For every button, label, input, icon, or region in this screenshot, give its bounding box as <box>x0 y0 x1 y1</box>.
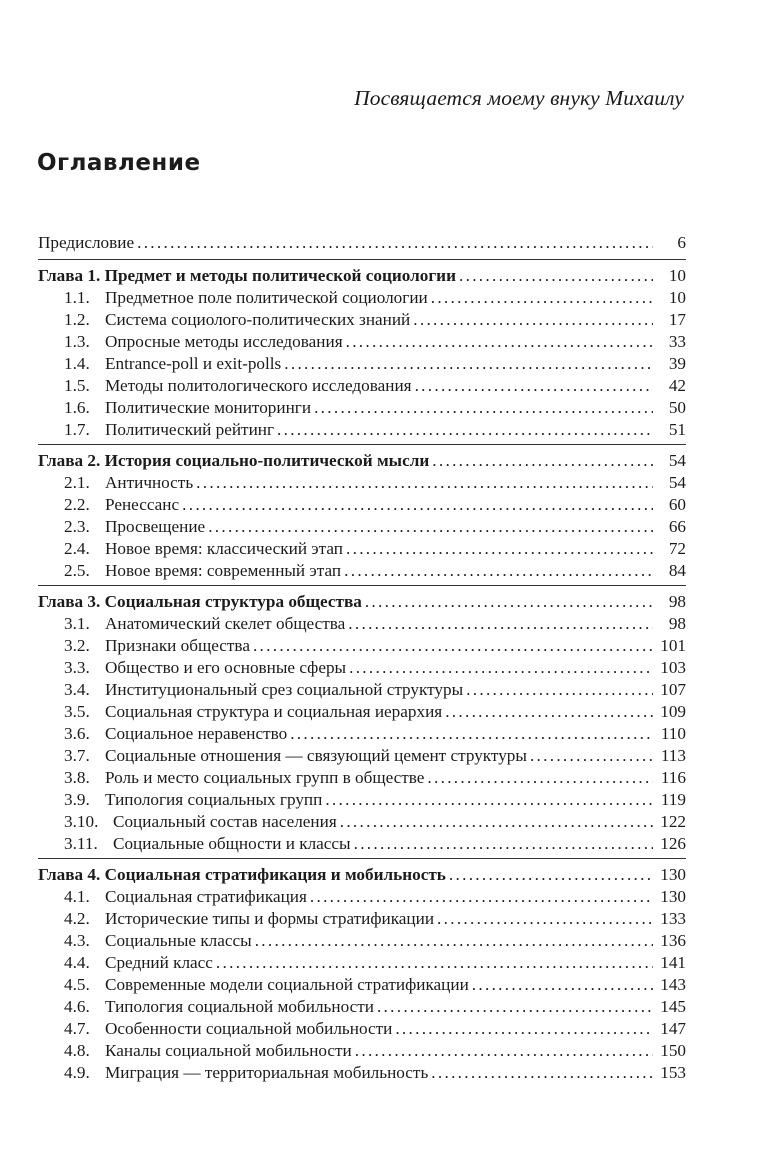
section-title: Типология социальных групп <box>105 790 323 809</box>
dot-leader <box>431 287 653 309</box>
page-number: 98 <box>668 614 686 633</box>
section-number: 4.9. <box>64 1063 90 1082</box>
page-number: 122 <box>660 812 686 831</box>
section-number: 4.4. <box>64 953 90 972</box>
section-title: Современные модели социальной стратификации <box>105 975 469 994</box>
dot-leader <box>196 472 653 494</box>
page-number: 133 <box>660 909 686 928</box>
page-number: 101 <box>660 636 686 655</box>
section-title: Анатомический скелет общества <box>105 614 346 633</box>
toc-entry-section[interactable] <box>38 996 686 1018</box>
page-number: 153 <box>660 1063 686 1082</box>
section-title: Предметное поле политической социологии <box>105 288 428 307</box>
section-number: 1.3. <box>64 332 90 351</box>
toc-entry-section[interactable] <box>38 419 686 441</box>
toc-entry-section[interactable] <box>38 1040 686 1062</box>
toc-entry-section[interactable] <box>38 635 686 657</box>
entry-title: Предисловие <box>38 233 135 252</box>
section-number: 4.7. <box>64 1019 90 1038</box>
section-number: 3.5. <box>64 702 90 721</box>
page-number: 84 <box>668 561 686 580</box>
toc-entry-section[interactable] <box>38 723 686 745</box>
dot-leader <box>253 635 653 657</box>
toc-entry-section[interactable] <box>38 952 686 974</box>
page-number: 150 <box>660 1041 686 1060</box>
section-number: 2.5. <box>64 561 90 580</box>
section-number: 3.10. <box>64 812 99 831</box>
page-number: 54 <box>668 451 686 470</box>
section-number: 1.4. <box>64 354 90 373</box>
toc-entry-section[interactable] <box>38 1062 686 1084</box>
dot-leader <box>472 974 653 996</box>
section-title: Общество и его основные сферы <box>105 658 347 677</box>
toc-entry-section[interactable] <box>38 930 686 952</box>
section-title: Признаки общества <box>105 636 250 655</box>
section-number: 1.6. <box>64 398 90 417</box>
section-number: 4.8. <box>64 1041 90 1060</box>
dot-leader <box>344 560 653 582</box>
section-title: Entrance-poll и exit-polls <box>105 354 282 373</box>
dot-leader <box>459 265 653 287</box>
dot-leader <box>348 613 653 635</box>
dot-leader <box>415 375 653 397</box>
dot-leader <box>290 723 653 745</box>
section-title: Социальный состав населения <box>113 812 337 831</box>
section-title: Политический рейтинг <box>105 420 275 439</box>
table-of-contents <box>38 232 686 1087</box>
dot-leader <box>377 996 653 1018</box>
section-title: Политические мониторинги <box>105 398 312 417</box>
dot-leader <box>466 679 653 701</box>
page-number: 72 <box>668 539 686 558</box>
section-number: 3.4. <box>64 680 90 699</box>
page-number: 10 <box>668 266 686 285</box>
dot-leader <box>346 331 653 353</box>
section-number: 3.8. <box>64 768 90 787</box>
dot-leader <box>310 886 653 908</box>
section-title: Институциональный срез социальной структуры <box>105 680 464 699</box>
toc-entry-section[interactable] <box>38 375 686 397</box>
preface-block <box>38 232 686 260</box>
section-title: Новое время: современный этап <box>105 561 342 580</box>
page-number: 143 <box>660 975 686 994</box>
toc-entry-section[interactable] <box>38 331 686 353</box>
page-number: 107 <box>660 680 686 699</box>
dot-leader <box>395 1018 653 1040</box>
dot-leader <box>413 309 653 331</box>
section-number: 1.2. <box>64 310 90 329</box>
section-title: Каналы социальной мобильности <box>105 1041 352 1060</box>
page-number: 50 <box>668 398 686 417</box>
section-number: 3.1. <box>64 614 90 633</box>
section-title: Система социолого-политических знаний <box>105 310 411 329</box>
chapter-block-3 <box>38 591 686 859</box>
page-number: 136 <box>660 931 686 950</box>
section-title: Социальные классы <box>105 931 252 950</box>
dot-leader <box>314 397 653 419</box>
section-number: 3.2. <box>64 636 90 655</box>
dot-leader <box>346 538 653 560</box>
dot-leader <box>137 232 653 254</box>
toc-entry-section[interactable] <box>38 701 686 723</box>
dedication: Посвящается моему внуку Михаилу <box>354 86 684 110</box>
toc-entry-chapter-2[interactable] <box>38 450 686 472</box>
toc-entry-chapter-1[interactable] <box>38 265 686 287</box>
page-number: 110 <box>660 724 686 743</box>
page-number: 109 <box>660 702 686 721</box>
section-title: Методы политологического исследования <box>105 376 412 395</box>
section-number: 4.3. <box>64 931 90 950</box>
dot-leader <box>427 767 653 789</box>
page-number: 116 <box>660 768 686 787</box>
dot-leader <box>325 789 653 811</box>
page-number: 147 <box>660 1019 686 1038</box>
section-title: Типология социальной мобильности <box>105 997 374 1016</box>
section-title: Особенности социальной мобильности <box>105 1019 393 1038</box>
toc-entry-section[interactable] <box>38 309 686 331</box>
dot-leader <box>437 908 653 930</box>
page-number: 42 <box>668 376 686 395</box>
toc-entry-section[interactable] <box>38 745 686 767</box>
page-number: 126 <box>660 834 686 853</box>
section-title: Опросные методы исследования <box>105 332 343 351</box>
section-title: Социальное неравенство <box>105 724 288 743</box>
toc-entry-section[interactable] <box>38 472 686 494</box>
dot-leader <box>255 930 653 952</box>
toc-entry-chapter-4[interactable] <box>38 864 686 886</box>
dot-leader <box>340 811 653 833</box>
page-number: 17 <box>668 310 686 329</box>
toc-entry-preface[interactable] <box>38 232 686 254</box>
chapter-block-1 <box>38 265 686 445</box>
dot-leader <box>182 494 653 516</box>
section-number: 2.4. <box>64 539 90 558</box>
section-title: Социальные общности и классы <box>113 834 351 853</box>
toc-entry-section[interactable] <box>38 679 686 701</box>
dot-leader <box>284 353 653 375</box>
section-number: 3.7. <box>64 746 90 765</box>
toc-entry-section[interactable] <box>38 613 686 635</box>
section-title: Исторические типы и формы стратификации <box>105 909 435 928</box>
toc-entry-section[interactable] <box>38 789 686 811</box>
dot-leader <box>355 1040 653 1062</box>
page-number: 145 <box>660 997 686 1016</box>
dot-leader <box>354 833 653 855</box>
toc-entry-section[interactable] <box>38 560 686 582</box>
page-number: 113 <box>660 746 686 765</box>
page-number: 141 <box>660 953 686 972</box>
page-number: 130 <box>660 887 686 906</box>
chapter-title: Глава 1. Предмет и методы политической социологии <box>38 266 456 285</box>
toc-entry-section[interactable] <box>38 494 686 516</box>
page-number: 103 <box>660 658 686 677</box>
section-number: 1.1. <box>64 288 90 307</box>
section-title: Средний класс <box>105 953 213 972</box>
section-number: 4.1. <box>64 887 90 906</box>
dot-leader <box>431 1062 653 1084</box>
section-title: Просвещение <box>105 517 206 536</box>
toc-entry-section[interactable] <box>38 397 686 419</box>
section-title: Ренессанс <box>105 495 180 514</box>
page-number: 10 <box>668 288 686 307</box>
page-number: 66 <box>668 517 686 536</box>
section-title: Новое время: классический этап <box>105 539 344 558</box>
dot-leader <box>216 952 653 974</box>
dot-leader <box>445 701 653 723</box>
dot-leader <box>349 657 653 679</box>
toc-entry-section[interactable] <box>38 538 686 560</box>
chapter-title: Глава 2. История социально-политической мысли <box>38 451 430 470</box>
toc-entry-chapter-3[interactable] <box>38 591 686 613</box>
section-title: Роль и место социальных групп в обществе <box>105 768 425 787</box>
toc-title: Оглавление <box>37 150 201 176</box>
chapter-title: Глава 3. Социальная структура общества <box>38 592 362 611</box>
toc-entry-section[interactable] <box>38 1018 686 1040</box>
toc-entry-section[interactable] <box>38 833 686 855</box>
dot-leader <box>208 516 653 538</box>
section-title: Социальные отношения — связующий цемент структуры <box>105 746 527 765</box>
section-number: 2.3. <box>64 517 90 536</box>
section-number: 3.3. <box>64 658 90 677</box>
toc-entry-section[interactable] <box>38 811 686 833</box>
section-number: 4.2. <box>64 909 90 928</box>
section-title: Античность <box>105 473 194 492</box>
page-number: 130 <box>660 865 686 884</box>
section-number: 3.9. <box>64 790 90 809</box>
section-number: 2.1. <box>64 473 90 492</box>
chapter-block-4 <box>38 864 686 1087</box>
section-number: 3.11. <box>64 834 98 853</box>
section-number: 1.7. <box>64 420 90 439</box>
toc-entry-section[interactable] <box>38 353 686 375</box>
chapter-title: Глава 4. Социальная стратификация и мобильность <box>38 865 446 884</box>
dot-leader <box>432 450 653 472</box>
section-number: 4.5. <box>64 975 90 994</box>
page-number: 51 <box>668 420 686 439</box>
section-title: Миграция — территориальная мобильность <box>105 1063 429 1082</box>
page-number: 39 <box>668 354 686 373</box>
dot-leader <box>365 591 653 613</box>
toc-entry-section[interactable] <box>38 886 686 908</box>
page-number: 98 <box>668 592 686 611</box>
toc-entry-section[interactable] <box>38 657 686 679</box>
chapter-block-2 <box>38 450 686 586</box>
section-number: 3.6. <box>64 724 90 743</box>
toc-entry-section[interactable] <box>38 767 686 789</box>
toc-entry-section[interactable] <box>38 516 686 538</box>
dot-leader <box>530 745 653 767</box>
page-number: 6 <box>677 233 686 252</box>
toc-entry-section[interactable] <box>38 908 686 930</box>
dot-leader <box>277 419 653 441</box>
section-number: 4.6. <box>64 997 90 1016</box>
section-number: 1.5. <box>64 376 90 395</box>
page-number: 33 <box>668 332 686 351</box>
page-number: 54 <box>668 473 686 492</box>
toc-entry-section[interactable] <box>38 974 686 996</box>
dot-leader <box>449 864 653 886</box>
section-title: Социальная стратификация <box>105 887 307 906</box>
page-number: 119 <box>660 790 686 809</box>
section-number: 2.2. <box>64 495 90 514</box>
page-number: 60 <box>668 495 686 514</box>
section-title: Социальная структура и социальная иерархия <box>105 702 443 721</box>
toc-entry-section[interactable] <box>38 287 686 309</box>
